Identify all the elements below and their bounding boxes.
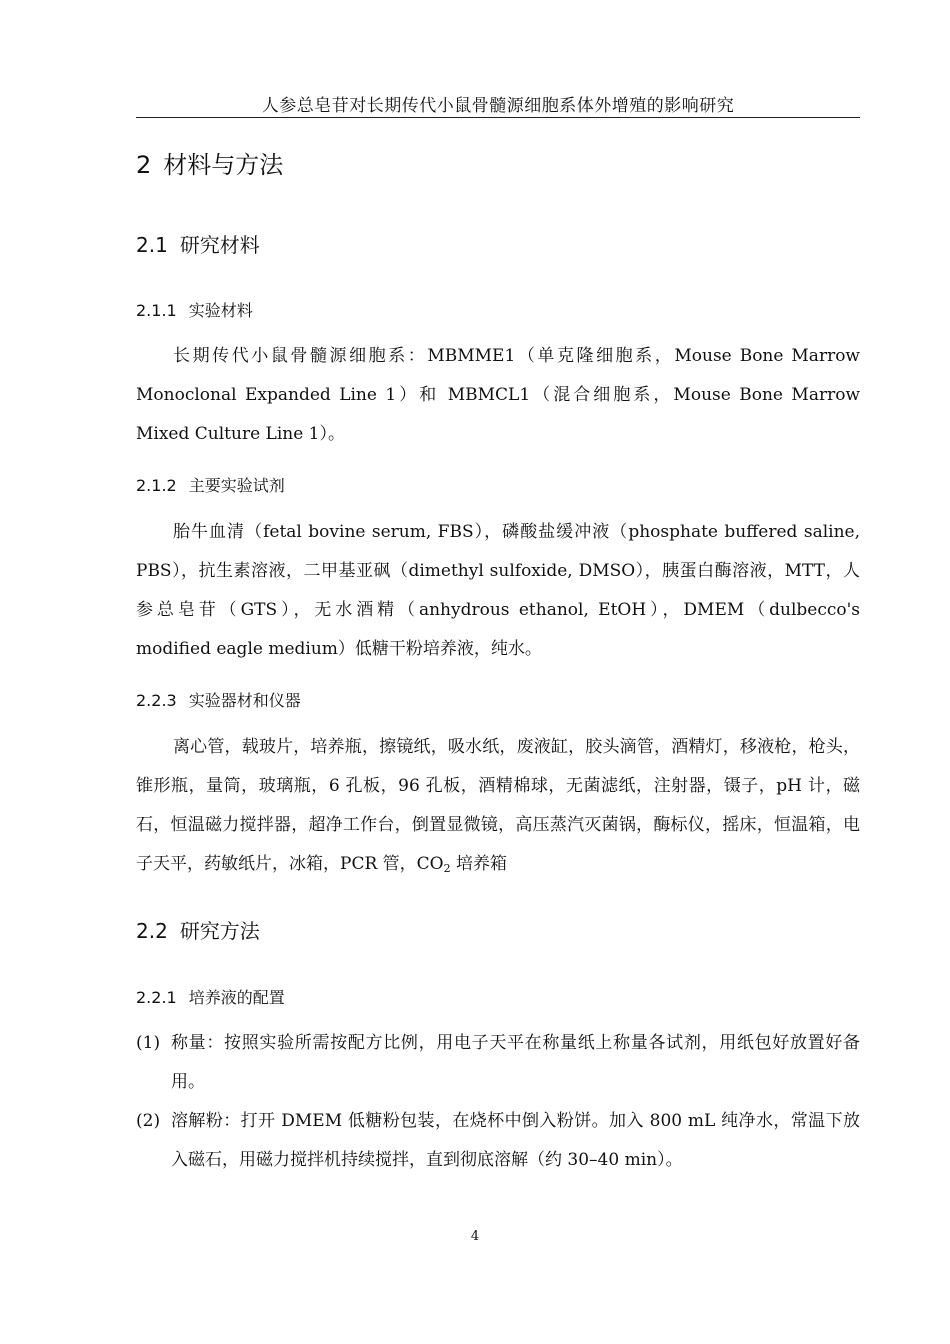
subsection-title: 主要实验试剂 (188, 476, 285, 495)
paragraph-materials: 长期传代小鼠骨髓源细胞系：MBMME1（单克隆细胞系，Mouse Bone Marrow Monoclonal Expanded Line 1）和 MBMCL1（混合细胞系，Mouse Bone Marrow Mixed Culture Line 1）。 (136, 346, 860, 444)
page-number: 4 (470, 1229, 480, 1244)
subsection-number: 2.2.1 (136, 988, 177, 1007)
subsection-heading-2-2-3 (136, 688, 301, 711)
subsection-heading-2-1-1 (136, 298, 253, 321)
subsection-title: 培养液的配置 (188, 988, 285, 1007)
section-number: 2.2 (136, 919, 168, 943)
list-marker: (2) (136, 1111, 161, 1131)
subsection-number: 2.1.2 (136, 476, 177, 495)
subsection-title: 实验材料 (188, 301, 253, 320)
running-header: 人参总皂苷对长期传代小鼠骨髓源细胞系体外增殖的影响研究 (261, 96, 735, 116)
list-marker: (1) (136, 1033, 161, 1053)
subsection-title: 实验器材和仪器 (188, 691, 301, 710)
list-item-text: 称量：按照实验所需按配方比例，用电子天平在称量纸上称量各试剂，用纸包好放置好备用。 (171, 1033, 860, 1092)
section-heading-2-2 (136, 915, 260, 944)
subsection-number: 2.2.3 (136, 691, 177, 710)
subsection-heading-2-2-1 (136, 985, 285, 1008)
section-title: 研究材料 (179, 233, 260, 257)
subsection-number: 2.1.1 (136, 301, 177, 320)
equipment-text-end: 培养箱 (450, 854, 507, 874)
co2-subscript: 2 (443, 862, 451, 875)
chapter-title: 材料与方法 (163, 151, 284, 179)
list-item (136, 1102, 860, 1180)
section-title: 研究方法 (179, 919, 260, 943)
paragraph-equipment (136, 728, 860, 888)
equipment-text: 离心管，载玻片，培养瓶，擦镜纸，吸水纸，废液缸，胶头滴管，酒精灯，移液枪，枪头，锥形瓶，量筒，玻璃瓶，6 孔板，96 孔板，酒精棉球，无菌滤纸，注射器，镊子，pH 计，磁石，恒温磁力搅拌器，超净工作台，倒置显微镜，高压蒸汽灭菌锅，酶标仪，摇床，恒温箱，电子天平，药敏纸片，冰箱，PCR 管，CO (136, 737, 860, 874)
chapter-number: 2 (136, 151, 152, 179)
paragraph-reagents: 胎牛血清（fetal bovine serum, FBS），磷酸盐缓冲液（phosphate buffered saline, PBS），抗生素溶液，二甲基亚砜（dimethyl sulfoxide, DMSO），胰蛋白酶溶液，MTT，人参总皂苷（GTS），无水酒精（anhydrous ethanol, EtOH），DMEM（dulbecco's modified eagle medium）低糖干粉培养液，纯水。 (136, 522, 860, 659)
chapter-heading (136, 145, 283, 180)
subsection-heading-2-1-2 (136, 473, 285, 496)
header-rule (136, 117, 860, 118)
section-heading-2-1 (136, 229, 260, 258)
list-item-text: 溶解粉：打开 DMEM 低糖粉包装，在烧杯中倒入粉饼。加入 800 mL 纯净水，常温下放入磁石，用磁力搅拌机持续搅拌，直到彻底溶解（约 30–40 min）。 (171, 1111, 860, 1170)
list-item (136, 1024, 860, 1102)
section-number: 2.1 (136, 233, 168, 257)
